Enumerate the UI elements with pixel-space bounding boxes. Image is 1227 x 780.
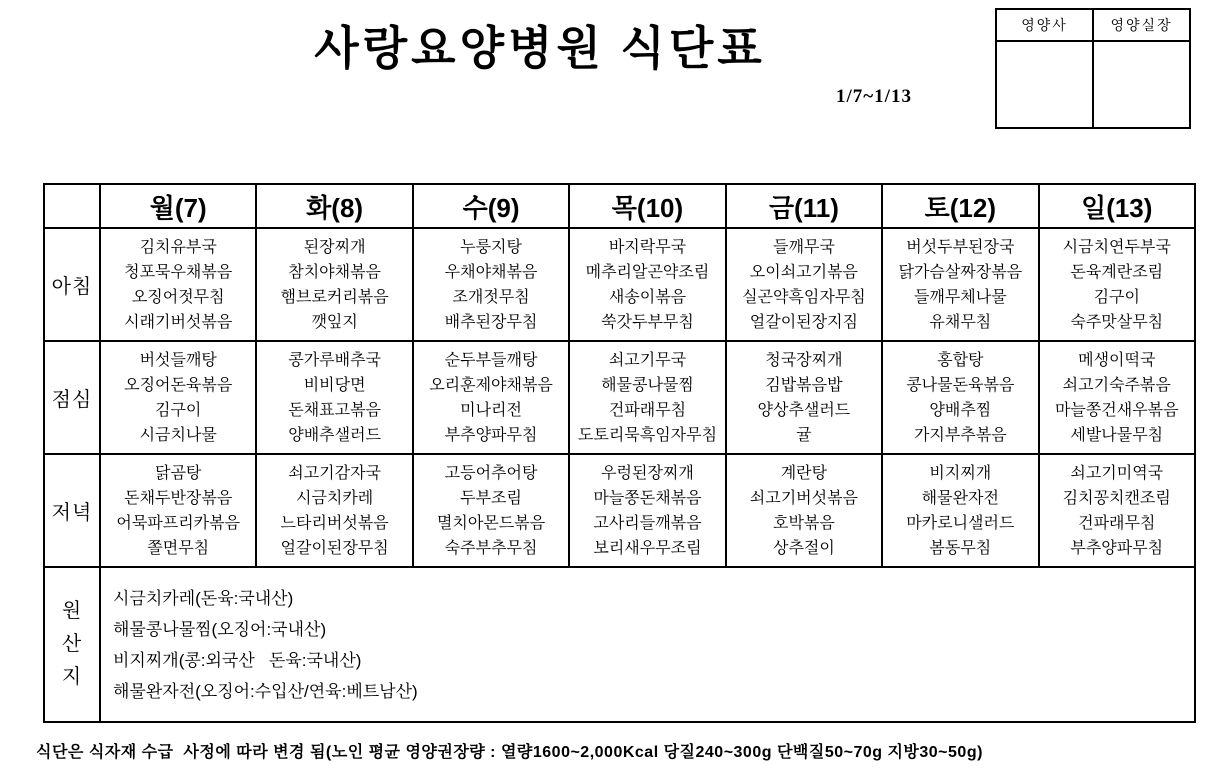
menu-cell (1039, 341, 1195, 454)
menu-item: 멸치아몬드볶음 (436, 514, 546, 532)
menu-item: 김구이 (1093, 288, 1140, 306)
menu-cell (1039, 228, 1195, 341)
menu-item: 해물완자전 (921, 489, 999, 507)
menu-item: 들깨무국 (772, 238, 835, 256)
menu-item: 들깨무체나물 (913, 288, 1007, 306)
menu-item: 미나리전 (460, 401, 522, 419)
page-title: 사랑요양병원 식단표 (314, 23, 766, 74)
menu-item: 해물콩나물찜 (601, 376, 694, 394)
menu-item: 건파래무침 (608, 401, 687, 419)
menu-item: 김구이 (155, 401, 202, 419)
menu-item: 비비당면 (303, 376, 366, 394)
signoff-signature-row (996, 41, 1190, 128)
menu-item: 양배추찜 (929, 401, 992, 419)
menu-item: 햄브로커리볶음 (280, 288, 389, 306)
day-header-sat: 토(12) (882, 184, 1038, 228)
signoff-header-row (996, 9, 1190, 41)
menu-table (43, 183, 1196, 723)
menu-item: 시래기버섯볶음 (124, 313, 233, 331)
menu-item: 쇠고기숙주볶음 (1062, 376, 1171, 394)
date-range: 1/7~1/13 (836, 86, 912, 107)
menu-item: 김치유부국 (139, 238, 217, 256)
menu-cell (569, 228, 725, 341)
menu-item: 양배추샐러드 (288, 426, 381, 444)
menu-item: 양상추샐러드 (757, 401, 851, 419)
menu-item: 우렁된장찌개 (601, 464, 694, 482)
menu-item: 누룽지탕 (460, 238, 522, 256)
menu-item: 봄동무침 (929, 539, 992, 557)
signoff-table (995, 8, 1191, 129)
menu-item: 숙주부추무침 (444, 539, 538, 557)
menu-item: 쫄면무침 (147, 539, 210, 557)
signoff-header-nutrition-manager: 영양실장 (1093, 9, 1190, 41)
menu-item: 오징어돈육볶음 (124, 376, 233, 394)
menu-item: 마카로니샐러드 (906, 514, 1015, 532)
meal-label: 점심 (44, 341, 100, 454)
menu-item: 부추양파무침 (444, 426, 538, 444)
origin-row (44, 567, 1195, 722)
menu-item: 부추양파무침 (1070, 539, 1164, 557)
menu-item: 조개젓무침 (452, 288, 530, 306)
menu-item: 김밥볶음밥 (765, 376, 843, 394)
menu-item: 버섯들깨탕 (139, 351, 217, 369)
menu-item: 돈채두반장볶음 (124, 489, 233, 507)
menu-item: 마늘쫑돈채볶음 (593, 489, 702, 507)
meal-row (44, 228, 1195, 341)
menu-item: 호박볶음 (772, 514, 835, 532)
menu-item: 어묵파프리카볶음 (116, 514, 241, 532)
menu-item: 쇠고기미역국 (1070, 464, 1164, 482)
menu-item: 건파래무침 (1078, 514, 1156, 532)
menu-cell (256, 341, 412, 454)
origin-label-char: 지 (61, 666, 83, 688)
origin-line: 비지찌개(콩:외국산 돈육:국내산) (113, 650, 362, 670)
meal-row (44, 341, 1195, 454)
menu-item: 닭가슴살짜장볶음 (898, 263, 1023, 281)
menu-cell (726, 454, 882, 567)
menu-item: 유채무침 (929, 313, 992, 331)
origin-label-char: 산 (61, 633, 83, 655)
menu-item: 쇠고기버섯볶음 (749, 489, 858, 507)
footer-note: 식단은 식자재 수급 사정에 따라 변경 됨(노인 평균 영양권장량 : 열량1600~2,000Kcal 당질240~300g 단백질50~70g 지방30~50g) (36, 744, 983, 761)
menu-item: 콩가루배추국 (288, 351, 381, 369)
menu-item: 상추절이 (772, 539, 835, 557)
day-header-mon: 월(7) (100, 184, 256, 228)
menu-item: 청포묵우채볶음 (124, 263, 233, 281)
menu-item: 우채야채볶음 (444, 263, 538, 281)
menu-item: 청국장찌개 (765, 351, 843, 369)
menu-cell (882, 228, 1038, 341)
menu-item: 돈육계란조림 (1070, 263, 1164, 281)
signoff-signature-cell-dietitian (996, 41, 1093, 128)
menu-cell (569, 341, 725, 454)
menu-cell (256, 454, 412, 567)
menu-item: 시금치카레 (295, 489, 374, 507)
day-header-row (44, 184, 1195, 228)
menu-item: 도토리묵흑임자무침 (577, 426, 718, 444)
menu-item: 오리훈제야채볶음 (429, 376, 553, 394)
menu-item: 얼갈이된장지짐 (749, 313, 858, 331)
menu-item: 오징어젓무침 (131, 288, 225, 306)
menu-cell (882, 341, 1038, 454)
menu-item: 바지락무국 (608, 238, 687, 256)
menu-item: 버섯두부된장국 (906, 238, 1015, 256)
menu-table-body (44, 228, 1195, 722)
menu-item: 마늘쫑건새우볶음 (1054, 401, 1179, 419)
meal-label: 아침 (44, 228, 100, 341)
corner-cell (44, 184, 100, 228)
menu-item: 메생이떡국 (1078, 351, 1156, 369)
meal-row (44, 454, 1195, 567)
menu-item: 두부조림 (460, 489, 522, 507)
menu-item: 깻잎지 (311, 313, 358, 331)
menu-item: 느타리버섯볶음 (280, 514, 389, 532)
day-header-wed: 수(9) (413, 184, 569, 228)
menu-item: 새송이볶음 (608, 288, 687, 306)
signoff-header-dietitian: 영양사 (996, 9, 1093, 41)
menu-cell (569, 454, 725, 567)
menu-cell (726, 228, 882, 341)
menu-item: 시금치나물 (139, 426, 217, 444)
menu-item: 쇠고기무국 (608, 351, 687, 369)
menu-item: 고등어추어탕 (444, 464, 538, 482)
menu-item: 닭곰탕 (155, 464, 202, 482)
menu-item: 계란탕 (780, 464, 828, 482)
menu-item: 실곤약흑임자무침 (742, 288, 866, 306)
menu-cell (882, 454, 1038, 567)
signoff-signature-cell-nutrition-manager (1093, 41, 1190, 128)
menu-item: 된장찌개 (303, 238, 366, 256)
origin-cell (100, 567, 1195, 722)
menu-item: 콩나물돈육볶음 (906, 376, 1015, 394)
menu-item: 얼갈이된장무침 (280, 539, 389, 557)
menu-cell (413, 341, 569, 454)
day-header-sun: 일(13) (1039, 184, 1195, 228)
day-header-thu: 목(10) (569, 184, 725, 228)
menu-item: 돈채표고볶음 (288, 401, 381, 419)
menu-item: 오이쇠고기볶음 (749, 263, 858, 281)
menu-item: 참치야채볶음 (288, 263, 381, 281)
menu-item: 쇠고기감자국 (288, 464, 381, 482)
menu-cell (413, 454, 569, 567)
menu-item: 고사리들깨볶음 (593, 514, 702, 532)
menu-item: 숙주맛살무침 (1070, 313, 1164, 331)
origin-label (44, 567, 100, 722)
origin-line: 해물완자전(오징어:수입산/연육:베트남산) (113, 681, 418, 701)
menu-item: 홍합탕 (937, 351, 984, 369)
menu-cell (100, 228, 256, 341)
menu-item: 세발나물무침 (1070, 426, 1164, 444)
menu-item: 보리새우무조림 (593, 539, 702, 557)
menu-cell (413, 228, 569, 341)
day-header-fri: 금(11) (726, 184, 882, 228)
menu-item: 귤 (796, 426, 812, 444)
menu-cell (1039, 454, 1195, 567)
menu-item: 쑥갓두부무침 (601, 313, 694, 331)
menu-item: 가지부추볶음 (913, 426, 1007, 444)
origin-line: 시금치카레(돈육:국내산) (113, 588, 294, 608)
meal-label: 저녁 (44, 454, 100, 567)
menu-item: 순두부들깨탕 (444, 351, 538, 369)
menu-item: 김치꽁치캔조림 (1062, 489, 1171, 507)
menu-cell (726, 341, 882, 454)
menu-cell (100, 454, 256, 567)
menu-cell (256, 228, 412, 341)
menu-item: 배추된장무침 (444, 313, 538, 331)
origin-label-char: 원 (61, 600, 83, 622)
day-header-tue: 화(8) (256, 184, 412, 228)
menu-cell (100, 341, 256, 454)
menu-item: 메추리알곤약조림 (585, 263, 710, 281)
menu-item: 시금치연두부국 (1062, 238, 1171, 256)
origin-line: 해물콩나물찜(오징어:국내산) (113, 619, 327, 639)
menu-item: 비지찌개 (929, 464, 992, 482)
